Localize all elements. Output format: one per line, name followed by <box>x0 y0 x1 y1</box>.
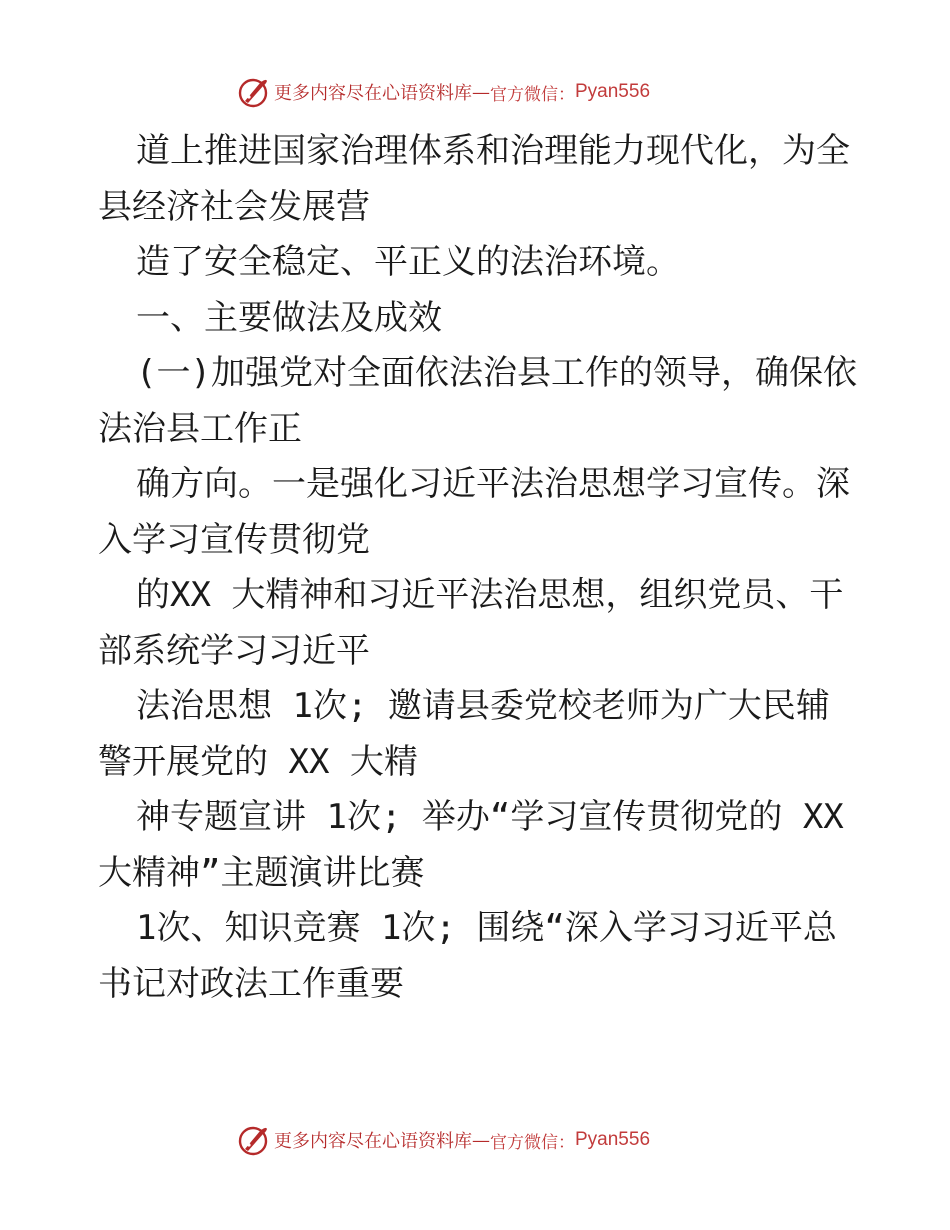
text-line: 县经济社会发展营 <box>98 186 370 227</box>
text-line: 道上推进国家治理体系和治理能力现代化，为全 <box>136 131 850 171</box>
watermark-site-text: 更多内容尽在心语资料库 <box>274 83 472 104</box>
text-line: 神专题宣讲 1次; 举办“学习宣传贯彻党的 XX <box>136 797 844 837</box>
watermark-wechat-label: 官方微信： <box>490 84 575 105</box>
watermark-separator: — <box>472 81 490 103</box>
text-line: 警开展党的 XX 大精 <box>98 741 418 782</box>
text-line: 书记对政法工作重要 <box>98 963 404 1004</box>
document-body <box>98 124 858 1012</box>
text-line: 入学习宣传贯彻党 <box>98 519 370 560</box>
text-line: 部系统学习习近平 <box>98 630 370 671</box>
text-line: 1次、知识竞赛 1次; 围绕“深入学习习近平总 <box>136 908 837 948</box>
text-line: 法治县工作正 <box>98 408 302 449</box>
watermark-wechat-id: Pyan556 <box>575 81 651 102</box>
text-line: 造了安全稳定、平正义的法治环境。 <box>136 242 680 282</box>
quill-pen-logo-icon <box>236 1123 270 1157</box>
text-line: 大精神”主题演讲比赛 <box>98 852 425 893</box>
watermark-wechat-id: Pyan556 <box>575 1129 651 1150</box>
text-line: 的XX 大精神和习近平法治思想，组织党员、干 <box>136 575 844 615</box>
watermark-separator: — <box>472 1129 490 1151</box>
quill-pen-logo-icon <box>236 75 270 109</box>
header-watermark <box>236 72 716 112</box>
text-line: 确方向。一是强化习近平法治思想学习宣传。深 <box>136 464 850 504</box>
text-line: 法治思想 1次; 邀请县委党校老师为广大民辅 <box>136 686 830 726</box>
footer-watermark <box>236 1120 716 1160</box>
subsection-heading: (一)加强党对全面依法治县工作的领导，确保依 <box>136 353 857 393</box>
watermark-site-text: 更多内容尽在心语资料库 <box>274 1131 472 1152</box>
section-heading: 一、主要做法及成效 <box>136 297 442 338</box>
watermark-wechat-label: 官方微信： <box>490 1132 575 1153</box>
